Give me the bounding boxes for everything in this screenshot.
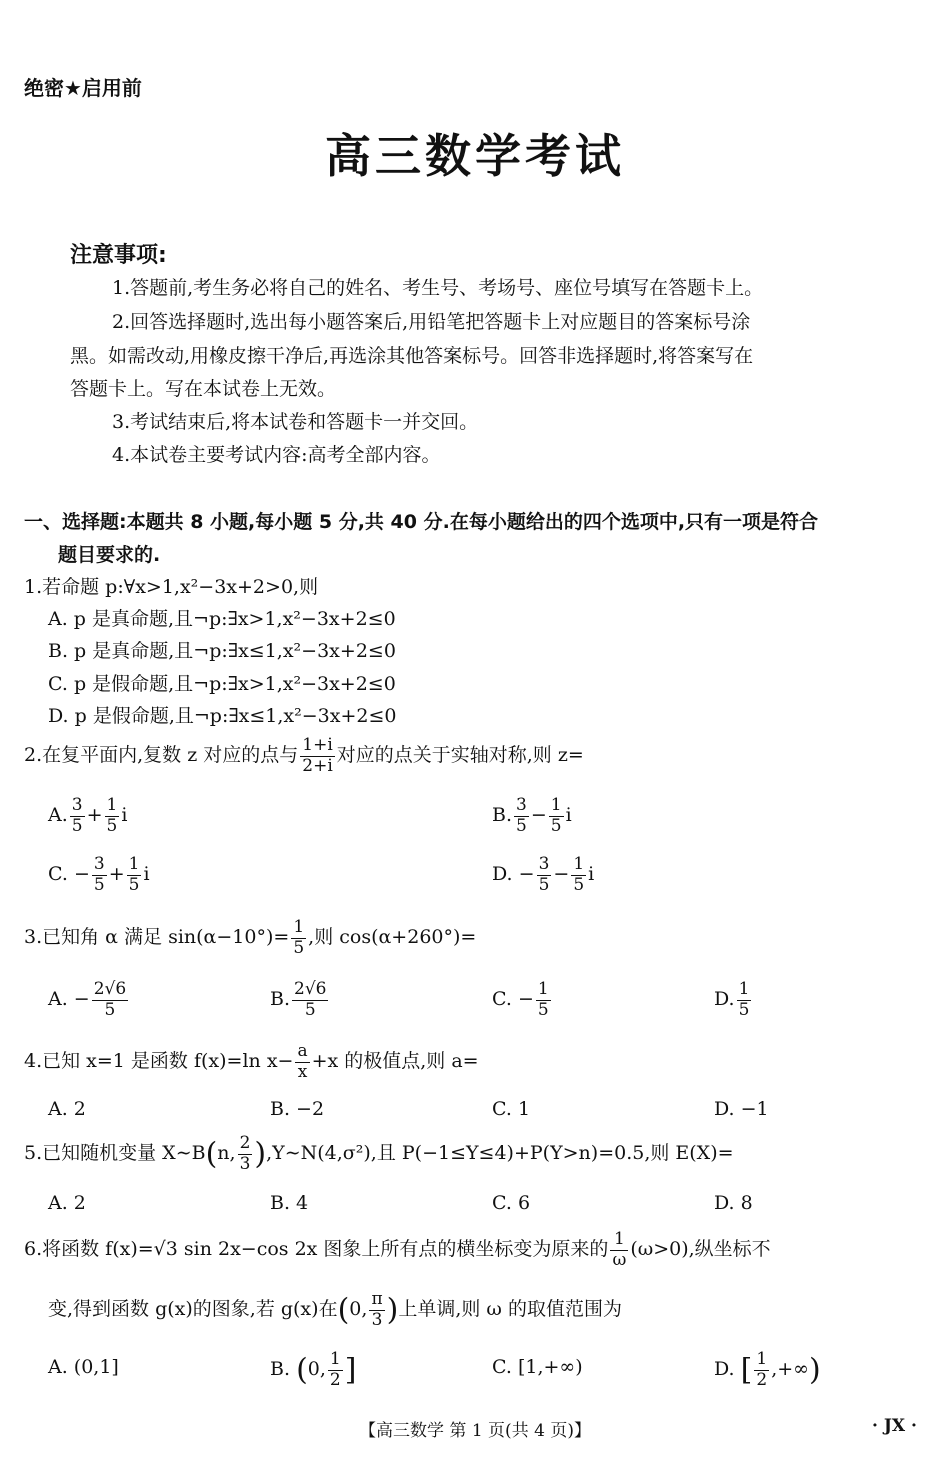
question-1-option-c: C. p 是假命题,且¬p:∃x>1,x²−3x+2≤0	[48, 673, 396, 695]
question-5-option-d: D. 8	[714, 1192, 753, 1214]
question-6-option-b: B. (0, $\frac{1}{2}$ ]	[270, 1349, 357, 1390]
question-4-stem: 4.已知 x=1 是函数 f(x)=ln x− $\frac{a}{x}$ +x 的极值点,则 a=	[24, 1041, 479, 1082]
question-2-option-d: D. − $\frac{3}{5}$ − $\frac{1}{5}$ i	[492, 854, 595, 895]
question-3-option-c: C. − $\frac{1}{5}$	[492, 979, 549, 1020]
notice-item-2-cont: 黑。如需改动,用橡皮擦干净后,再选涂其他答案标号。回答非选择题时,将答案写在	[70, 345, 754, 367]
notice-item-2-end: 答题卡上。写在本试卷上无效。	[70, 378, 337, 400]
question-5-option-a: A. 2	[48, 1192, 86, 1214]
question-6-option-d: D. [ $\frac{1}{2}$ ,+∞)	[714, 1349, 821, 1390]
question-1-option-a: A. p 是真命题,且¬p:∃x>1,x²−3x+2≤0	[48, 608, 396, 630]
section-heading-cont: 题目要求的.	[58, 544, 161, 566]
notice-item-3: 3.考试结束后,将本试卷和答题卡一并交回。	[112, 411, 479, 433]
region-code: · JX ·	[872, 1416, 917, 1436]
notice-item-1: 1.答题前,考生务必将自己的姓名、考生号、考场号、座位号填写在答题卡上。	[112, 277, 764, 299]
confidential-label: 绝密★启用前	[24, 76, 142, 100]
question-5-option-c: C. 6	[492, 1192, 531, 1214]
question-6-stem: 6.将函数 f(x)=√3 sin 2x−cos 2x 图象上所有点的横坐标变为原来的 $\frac{1}{\omega}$ (ω>0),纵坐标不	[24, 1229, 771, 1270]
question-3-option-b: B. $\frac{2√6}{5}$	[270, 979, 327, 1020]
question-1-option-b: B. p 是真命题,且¬p:∃x≤1,x²−3x+2≤0	[48, 640, 396, 662]
question-2-stem: 2.在复平面内,复数 z 对应的点与 $\frac{1+i}{2+i}$ 对应的点关于实轴对称,则 z=	[24, 735, 584, 776]
question-2-option-a: A. $\frac{3}{5}$ + $\frac{1}{5}$ i	[48, 795, 128, 836]
question-4-option-c: C. 1	[492, 1098, 531, 1120]
question-3-option-d: D. $\frac{1}{5}$	[714, 979, 750, 1020]
question-4-option-a: A. 2	[48, 1098, 86, 1120]
question-4-option-d: D. −1	[714, 1098, 769, 1120]
question-4-option-b: B. −2	[270, 1098, 325, 1120]
section-heading: 一、选择题:本题共 8 小题,每小题 5 分,共 40 分.在每小题给出的四个选项中,只有一项是符合	[24, 511, 819, 533]
question-1-stem: 1.若命题 p:∀x>1,x²−3x+2>0,则	[24, 576, 319, 598]
question-5-stem: 5.已知随机变量 X∼B(n, $\frac{2}{3}$ ),Y∼N(4,σ²),且 P(−1≤Y≤4)+P(Y>n)=0.5,则 E(X)=	[24, 1133, 734, 1174]
question-1-option-d: D. p 是假命题,且¬p:∃x≤1,x²−3x+2≤0	[48, 705, 397, 727]
question-3-stem: 3.已知角 α 满足 sin(α−10°)= $\frac{1}{5}$ ,则 cos(α+260°)=	[24, 917, 477, 958]
notice-heading: 注意事项:	[70, 243, 167, 268]
question-5-option-b: B. 4	[270, 1192, 309, 1214]
question-6-option-a: A. (0,1]	[48, 1356, 119, 1378]
page-footer: 【高三数学 第 1 页(共 4 页)】	[359, 1421, 591, 1441]
question-6-option-c: C. [1,+∞)	[492, 1356, 583, 1378]
notice-item-2: 2.回答选择题时,选出每小题答案后,用铅笔把答题卡上对应题目的答案标号涂	[112, 311, 751, 333]
notice-item-4: 4.本试卷主要考试内容:高考全部内容。	[112, 444, 441, 466]
question-2-fraction: $\frac{1+i}{2+i}$	[302, 735, 333, 776]
question-6-stem-cont: 变,得到函数 g(x)的图象,若 g(x)在(0, $\frac{\pi}{3}$ )上单调,则 ω 的取值范围为	[48, 1289, 622, 1330]
question-2-option-c: C. − $\frac{3}{5}$ + $\frac{1}{5}$ i	[48, 854, 150, 895]
question-2-option-b: B. $\frac{3}{5}$ − $\frac{1}{5}$ i	[492, 795, 572, 836]
page-title: 高三数学考试	[325, 129, 625, 183]
question-3-option-a: A. − $\frac{2√6}{5}$	[48, 979, 127, 1020]
